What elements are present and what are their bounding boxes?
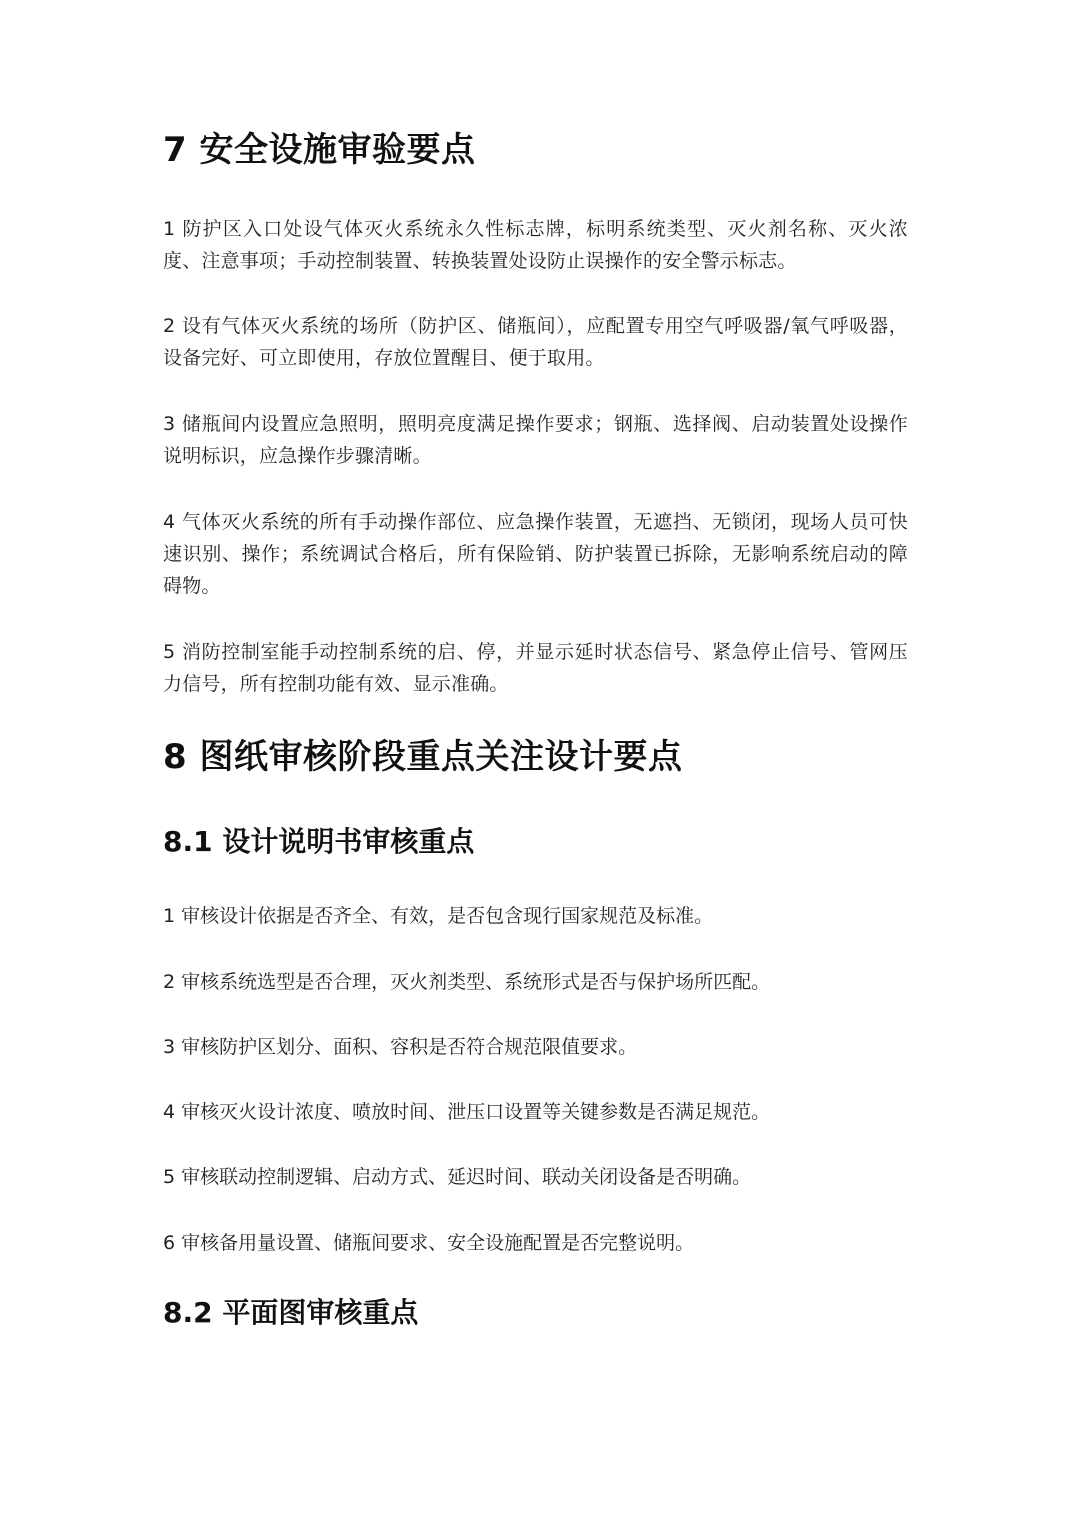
section-8-2-heading: 8.2 平面图审核重点	[163, 1296, 419, 1329]
section-7-paragraph-5: 5 消防控制室能手动控制系统的启、停，并显示延时状态信号、紧急停止信号、管网压力信号，所有控制功能有效、显示准确。	[163, 641, 908, 695]
section-7-paragraph-3: 3 储瓶间内设置应急照明，照明亮度满足操作要求；钢瓶、选择阀、启动装置处设操作说明标识，应急操作步骤清晰。	[163, 413, 908, 467]
section-8-1-item-5: 5 审核联动控制逻辑、启动方式、延迟时间、联动关闭设备是否明确。	[163, 1166, 752, 1188]
section-8-1-heading: 8.1 设计说明书审核重点	[163, 825, 475, 858]
section-7-paragraph-4: 4 气体灭火系统的所有手动操作部位、应急操作装置，无遮挡、无锁闭，现场人员可快速识别、操作；系统调试合格后，所有保险销、防护装置已拆除，无影响系统启动的障碍物。	[163, 511, 908, 597]
section-8-heading: 8 图纸审核阶段重点关注设计要点	[163, 737, 683, 777]
section-7-paragraph-2: 2 设有气体灭火系统的场所（防护区、储瓶间），应配置专用空气呼吸器/氧气呼吸器，设备完好、可立即使用，存放位置醒目、便于取用。	[163, 315, 908, 369]
section-7-heading: 7 安全设施审验要点	[163, 130, 476, 170]
section-8-1-item-1: 1 审核设计依据是否齐全、有效，是否包含现行国家规范及标准。	[163, 905, 714, 927]
section-8-1-item-4: 4 审核灭火设计浓度、喷放时间、泄压口设置等关键参数是否满足规范。	[163, 1101, 771, 1123]
section-8-1-item-6: 6 审核备用量设置、储瓶间要求、安全设施配置是否完整说明。	[163, 1232, 695, 1254]
section-8-1-item-3: 3 审核防护区划分、面积、容积是否符合规范限值要求。	[163, 1036, 638, 1058]
section-7-paragraph-1: 1 防护区入口处设气体灭火系统永久性标志牌，标明系统类型、灭火剂名称、灭火浓度、注意事项；手动控制装置、转换装置处设防止误操作的安全警示标志。	[163, 218, 908, 272]
section-8-1-item-2: 2 审核系统选型是否合理，灭火剂类型、系统形式是否与保护场所匹配。	[163, 971, 771, 993]
